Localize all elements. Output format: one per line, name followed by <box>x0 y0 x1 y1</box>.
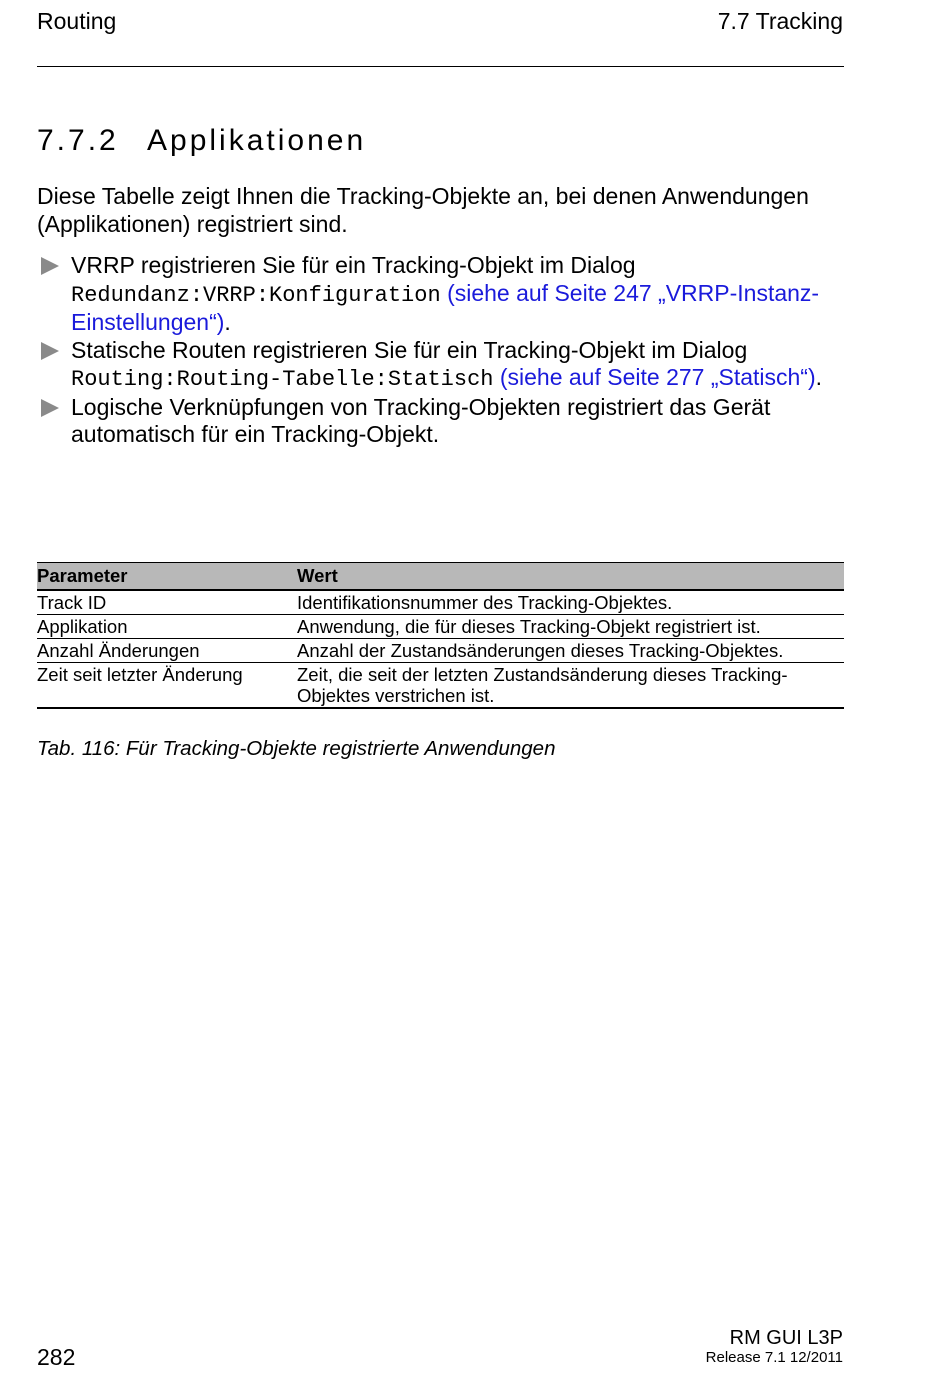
table-caption: Tab. 116: Für Tracking-Objekte registrierte Anwendungen <box>37 737 556 760</box>
bullet-text: Logische Verknüpfungen von Tracking-Objekten registriert das Gerät automatisch für ein Tracking-Objekt. <box>71 393 771 447</box>
header-rule <box>37 66 844 67</box>
bullet-tail: . <box>815 364 823 390</box>
parameter-cell: Anzahl Änderungen <box>37 639 297 663</box>
section-number: 7.7.2 <box>37 124 119 157</box>
bullet-text: Statische Routen registrieren Sie für ein Tracking-Objekt im Dialog <box>71 336 748 363</box>
list-item <box>37 252 847 337</box>
dialog-path: Routing:Routing-Tabelle:Statisch <box>71 367 494 392</box>
list-item <box>37 394 847 449</box>
intro-paragraph: Diese Tabelle zeigt Ihnen die Tracking-Objekte an, bei denen Anwendungen (Applikationen) registriert sind. <box>37 183 809 237</box>
value-cell: Zeit, die seit der letzten Zustandsänderung dieses Tracking-Objektes verstrichen ist. <box>297 663 844 709</box>
triangle-bullet-icon <box>40 256 60 276</box>
parameter-table <box>37 562 844 709</box>
value-cell: Identifikationsnummer des Tracking-Objektes. <box>297 590 844 615</box>
triangle-bullet-icon <box>40 398 60 418</box>
parameter-cell: Zeit seit letzter Änderung <box>37 663 297 709</box>
running-header-section: 7.7 Tracking <box>717 8 843 34</box>
bullet-list <box>37 252 847 449</box>
section-title: Applikationen <box>147 124 367 157</box>
page-reference-link[interactable]: (siehe auf Seite 277 „Statisch“) <box>499 364 816 390</box>
dialog-path: Redundanz:VRRP:Konfiguration <box>71 282 441 308</box>
section-heading <box>37 124 366 158</box>
parameter-cell: Applikation <box>37 615 297 639</box>
column-header: Parameter <box>37 563 297 591</box>
value-cell: Anzahl der Zustandsänderungen dieses Tracking-Objektes. <box>297 639 844 663</box>
bullet-text: VRRP registrieren Sie für ein Tracking-Objekt im Dialog <box>71 252 636 278</box>
parameter-cell: Track ID <box>37 590 297 615</box>
table-header-row <box>37 563 844 591</box>
table-row <box>37 663 844 709</box>
table-row <box>37 639 844 663</box>
column-header: Wert <box>297 563 844 591</box>
triangle-bullet-icon <box>40 341 60 361</box>
bullet-tail: . <box>224 309 231 335</box>
table-row <box>37 615 844 639</box>
list-item <box>37 337 847 394</box>
table-row <box>37 590 844 615</box>
footer-document-title: RM GUI L3P <box>729 1327 843 1349</box>
page-reference-link[interactable]: (siehe auf Seite 247 „VRRP-Instanz-Einstellungen“) <box>71 279 820 335</box>
page-number: 282 <box>37 1344 76 1370</box>
running-header-chapter: Routing <box>37 8 117 34</box>
footer-release: Release 7.1 12/2011 <box>705 1349 843 1366</box>
value-cell: Anwendung, die für dieses Tracking-Objekt registriert ist. <box>297 615 844 639</box>
